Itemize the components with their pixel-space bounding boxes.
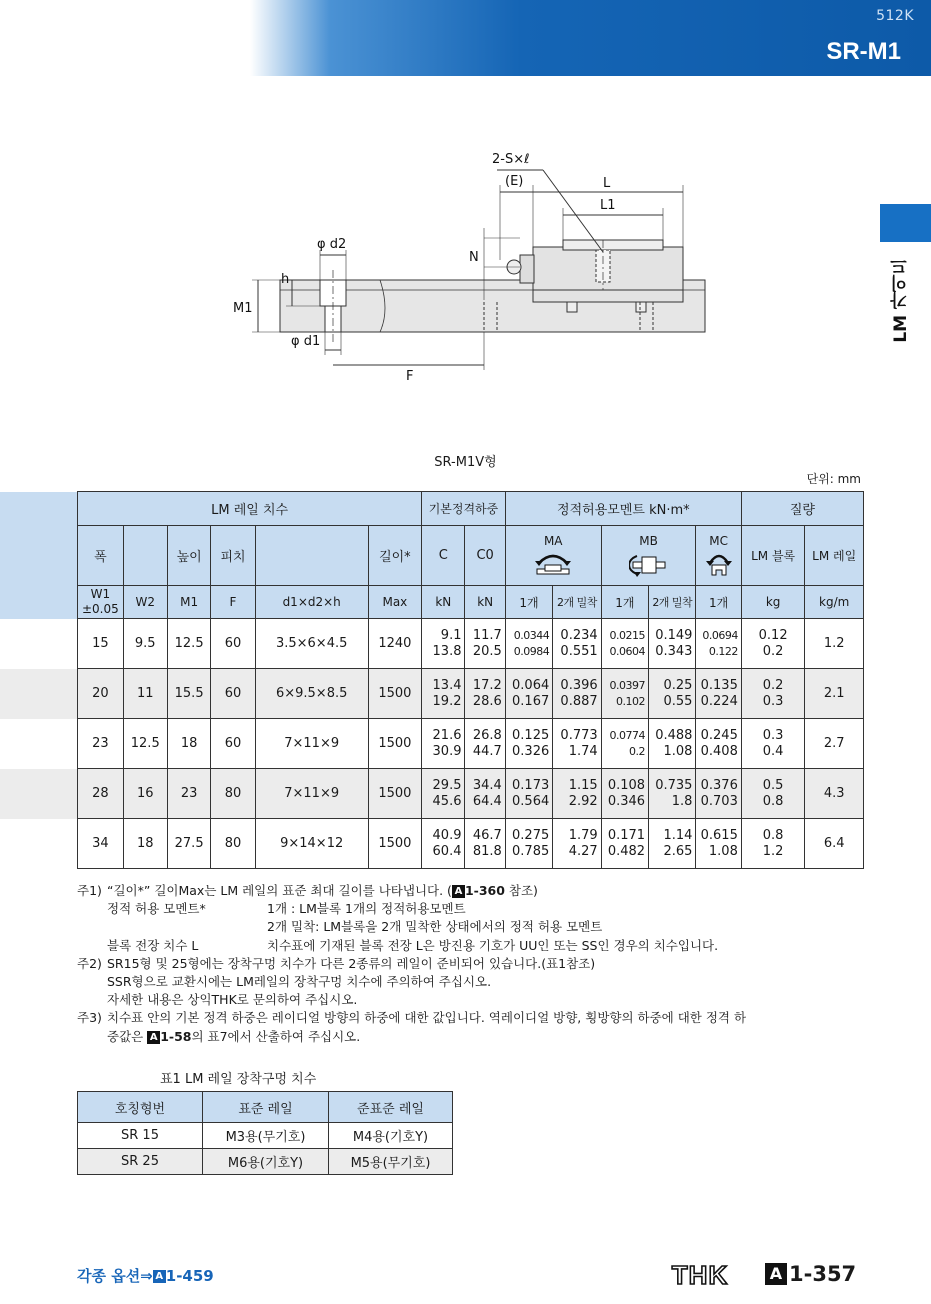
t1-cell: M6용(기호Y) — [203, 1149, 329, 1175]
table-row — [78, 1149, 453, 1175]
cell-dims: 9×14×12 — [255, 819, 368, 869]
row-lead — [0, 619, 78, 669]
side-section-label: LM 가이드 — [891, 258, 911, 343]
cell-w2: 16 — [123, 769, 167, 819]
note-label: 블록 전장 치수 L — [107, 937, 199, 953]
t1-header: 준표준 레일 — [329, 1092, 453, 1123]
cell-mc: 0.245 0.408 — [696, 719, 741, 769]
table-caption: SR-M1V형 — [434, 455, 497, 470]
cell-c0: 46.7 81.8 — [465, 819, 505, 869]
c0-unit: kN — [465, 586, 505, 619]
note-text: “길이*” 길이Max는 LM 레일의 표준 최대 길이를 나타냅니다. ( A 1-360 참조) — [107, 883, 538, 898]
table-row — [78, 1123, 453, 1149]
label-e: (E) — [505, 174, 524, 189]
label-l: L — [603, 176, 611, 191]
cell-ma1: 0.125 0.326 — [505, 719, 552, 769]
cell-c0: 26.8 44.7 — [465, 719, 505, 769]
cell-ma2: 1.79 4.27 — [553, 819, 601, 869]
mb-moment-icon — [629, 551, 669, 577]
cell-rail: 2.1 — [805, 669, 864, 719]
note-3 — [77, 1009, 867, 1027]
ma-double-header: 2개 밀착 — [553, 586, 601, 619]
page-section-icon: A — [765, 1263, 787, 1285]
cell-block: 0.5 0.8 — [741, 769, 805, 819]
cell-rail: 6.4 — [805, 819, 864, 869]
dims-header: d1×d2×h — [255, 586, 368, 619]
c-header: C — [422, 526, 465, 586]
cell-ma1: 0.064 0.167 — [505, 669, 552, 719]
page-number-text: 1-357 — [789, 1262, 857, 1286]
row-lead — [0, 769, 78, 819]
dims-blank — [255, 526, 368, 586]
thk-logo — [660, 1262, 740, 1288]
note-text: SSR형으로 교환시에는 LM레일의 장착구멍 치수에 주의하여 주십시오. — [107, 974, 492, 990]
block-unit: kg — [741, 586, 805, 619]
label-d1: φ d1 — [291, 334, 321, 349]
group-mass-header: 질량 — [741, 492, 863, 526]
note-text: 치수표 안의 기본 정격 하중은 레이디얼 방향의 하중에 대한 값입니다. 역레이디얼 방향, 횡방향의 하중에 대한 정격 하 — [107, 1010, 747, 1026]
mb-label: MB — [639, 534, 658, 548]
cell-dims: 3.5×6×4.5 — [255, 619, 368, 669]
note-text: 치수표에 기재된 블록 전장 L은 방진용 기호가 UU인 또는 SS인 경우의 치수입니다. — [267, 937, 719, 953]
catalog-code: 512K — [876, 8, 914, 24]
cell-w2: 11 — [123, 669, 167, 719]
row-lead — [0, 669, 78, 719]
w1-tolerance: ±0.05 — [81, 602, 119, 616]
cell-ma2: 0.396 0.887 — [553, 669, 601, 719]
mc-label: MC — [709, 534, 729, 548]
group-rail-header: LM 레일 치수 — [78, 492, 422, 526]
cell-mc: 0.615 1.08 — [696, 819, 741, 869]
cell-m1: 18 — [167, 719, 210, 769]
t1-header: 표준 레일 — [203, 1092, 329, 1123]
cell-w2: 12.5 — [123, 719, 167, 769]
label-h: h — [281, 272, 290, 287]
table-row — [0, 619, 864, 669]
spec-table — [0, 491, 864, 869]
label-d2: φ d2 — [317, 237, 347, 252]
group-moment-header: 정적허용모멘트 kN·m* — [505, 492, 741, 526]
pitch-header: 피치 — [211, 526, 255, 586]
cell-mb2: 0.149 0.343 — [649, 619, 696, 669]
cell-f: 80 — [211, 819, 255, 869]
rail-unit: kg/m — [805, 586, 864, 619]
note-key: 주3) — [77, 1010, 102, 1026]
cell-f: 80 — [211, 769, 255, 819]
cell-mb1: 0.0774 0.2 — [601, 719, 648, 769]
cell-max: 1240 — [368, 619, 421, 669]
note-key: 주1) — [77, 883, 102, 898]
cell-f: 60 — [211, 719, 255, 769]
note-key: 주2) — [77, 955, 102, 971]
cell-c: 9.1 13.8 — [422, 619, 465, 669]
t1-cell: SR 15 — [78, 1123, 203, 1149]
mc-header — [696, 526, 741, 586]
options-link-text: 각종 옵션⇒ — [77, 1267, 153, 1285]
mb-single-header: 1개 — [601, 586, 648, 619]
c-unit: kN — [422, 586, 465, 619]
w2-header: W2 — [123, 586, 167, 619]
table-row — [0, 819, 864, 869]
page-number — [765, 1262, 856, 1286]
cell-block: 0.8 1.2 — [741, 819, 805, 869]
cell-c: 13.4 19.2 — [422, 669, 465, 719]
ma-label: MA — [543, 534, 563, 548]
cell-mc: 0.135 0.224 — [696, 669, 741, 719]
c0-header: C0 — [465, 526, 505, 586]
cell-max: 1500 — [368, 769, 421, 819]
cell-block: 0.12 0.2 — [741, 619, 805, 669]
cell-mb2: 0.488 1.08 — [649, 719, 696, 769]
t1-cell: SR 25 — [78, 1149, 203, 1175]
cell-mb2: 0.735 1.8 — [649, 769, 696, 819]
label-l1: L1 — [600, 198, 616, 213]
length-header: 길이* — [368, 526, 421, 586]
cell-dims: 6×9.5×8.5 — [255, 669, 368, 719]
ma-moment-icon — [533, 551, 573, 577]
cell-m1: 23 — [167, 769, 210, 819]
model-title: SR-M1 — [826, 38, 901, 65]
cell-mb1: 0.0215 0.0604 — [601, 619, 648, 669]
cell-w1: 23 — [78, 719, 123, 769]
m1-header: M1 — [167, 586, 210, 619]
cell-mc: 0.0694 0.122 — [696, 619, 741, 669]
header-band — [0, 0, 931, 76]
cell-mb2: 0.25 0.55 — [649, 669, 696, 719]
cell-w1: 28 — [78, 769, 123, 819]
ma-header — [505, 526, 601, 586]
cell-m1: 15.5 — [167, 669, 210, 719]
cell-mb1: 0.108 0.346 — [601, 769, 648, 819]
rail-mass-header: LM 레일 — [805, 526, 864, 586]
cell-mb2: 1.14 2.65 — [649, 819, 696, 869]
section-ref-icon: A — [147, 1031, 160, 1044]
note-text: SR15형 및 25형에는 장착구멍 치수가 다른 2종류의 레일이 준비되어 있습니다.(표1참조) — [107, 955, 596, 971]
note-1a — [77, 900, 867, 918]
mc-moment-icon — [705, 551, 733, 577]
options-page-ref: 1-459 — [165, 1267, 214, 1285]
width-header: 폭 — [78, 526, 123, 586]
cell-c0: 11.7 20.5 — [465, 619, 505, 669]
options-link[interactable] — [77, 1265, 214, 1286]
cell-dims: 7×11×9 — [255, 769, 368, 819]
cell-m1: 12.5 — [167, 619, 210, 669]
cell-block: 0.3 0.4 — [741, 719, 805, 769]
note-1b — [77, 918, 867, 936]
section-ref-link[interactable]: 1-58 — [160, 1028, 192, 1044]
t1-header: 호칭형번 — [78, 1092, 203, 1123]
block-mass-header: LM 블록 — [741, 526, 805, 586]
cell-c: 21.6 30.9 — [422, 719, 465, 769]
label-f: F — [406, 369, 414, 380]
w2-blank — [123, 526, 167, 586]
cell-m1: 27.5 — [167, 819, 210, 869]
label-n: N — [469, 250, 479, 265]
w1-label: W1 — [90, 587, 111, 601]
group-basic-header: 기본정격하중 — [422, 492, 506, 526]
max-header: Max — [368, 586, 421, 619]
w1-header — [78, 586, 123, 619]
row-lead — [0, 719, 78, 769]
cell-c0: 17.2 28.6 — [465, 669, 505, 719]
cell-ma1: 0.0344 0.0984 — [505, 619, 552, 669]
note-text: 1개 : LM블록 1개의 정적허용모멘트 — [267, 901, 466, 917]
notes-block — [77, 882, 867, 1046]
t1-cell: M5용(무기호) — [329, 1149, 453, 1175]
section-ref-icon: A — [153, 1270, 166, 1283]
table-row — [0, 769, 864, 819]
height-header: 높이 — [167, 526, 210, 586]
cell-max: 1500 — [368, 719, 421, 769]
table-row — [0, 669, 864, 719]
cell-ma2: 0.773 1.74 — [553, 719, 601, 769]
t1-cell: M3용(무기호) — [203, 1123, 329, 1149]
lead-cell — [0, 492, 78, 619]
cell-block: 0.2 0.3 — [741, 669, 805, 719]
cell-mb1: 0.0397 0.102 — [601, 669, 648, 719]
mc-single-header: 1개 — [696, 586, 741, 619]
cell-rail: 4.3 — [805, 769, 864, 819]
note-2 — [77, 955, 867, 973]
cell-w1: 15 — [78, 619, 123, 669]
cell-c0: 34.4 64.4 — [465, 769, 505, 819]
cell-mc: 0.376 0.703 — [696, 769, 741, 819]
mounting-hole-table — [77, 1091, 453, 1175]
cell-f: 60 — [211, 619, 255, 669]
ma-single-header: 1개 — [505, 586, 552, 619]
cell-w1: 34 — [78, 819, 123, 869]
cell-max: 1500 — [368, 819, 421, 869]
cell-rail: 2.7 — [805, 719, 864, 769]
cell-dims: 7×11×9 — [255, 719, 368, 769]
row-lead — [0, 819, 78, 869]
mb-double-header: 2개 밀착 — [649, 586, 696, 619]
note-text: 중값은 A 1-58의 표7에서 산출하여 주십시오. — [107, 1028, 361, 1044]
label-screw: 2-S×ℓ — [492, 152, 530, 167]
cell-mb1: 0.171 0.482 — [601, 819, 648, 869]
cell-ma1: 0.173 0.564 — [505, 769, 552, 819]
cell-rail: 1.2 — [805, 619, 864, 669]
cell-ma2: 1.15 2.92 — [553, 769, 601, 819]
cell-max: 1500 — [368, 669, 421, 719]
cell-w2: 9.5 — [123, 619, 167, 669]
cell-ma1: 0.275 0.785 — [505, 819, 552, 869]
table-row — [0, 719, 864, 769]
cell-c: 40.9 60.4 — [422, 819, 465, 869]
t1-cell: M4용(기호Y) — [329, 1123, 453, 1149]
rail-drawing — [0, 130, 931, 380]
label-m1: M1 — [233, 301, 253, 316]
cell-ma2: 0.234 0.551 — [553, 619, 601, 669]
section-ref-icon: A — [452, 885, 465, 898]
note-label: 정적 허용 모멘트* — [107, 901, 206, 917]
mb-header — [601, 526, 696, 586]
note-1 — [77, 882, 867, 900]
table1-caption: 표1 LM 레일 장착구멍 치수 — [160, 1072, 317, 1087]
unit-label: 단위: mm — [806, 472, 861, 486]
section-ref-link[interactable]: 1-360 — [464, 883, 505, 898]
note-1c — [77, 937, 867, 955]
note-text: 자세한 내용은 상익THK로 문의하여 주십시오. — [107, 992, 358, 1008]
cell-c: 29.5 45.6 — [422, 769, 465, 819]
svg-text:THK: THK — [671, 1262, 729, 1288]
note-text: 2개 밀착: LM블록을 2개 밀착한 상태에서의 정적 허용 모멘트 — [267, 919, 603, 935]
cell-f: 60 — [211, 669, 255, 719]
f-header: F — [211, 586, 255, 619]
cell-w2: 18 — [123, 819, 167, 869]
cell-w1: 20 — [78, 669, 123, 719]
